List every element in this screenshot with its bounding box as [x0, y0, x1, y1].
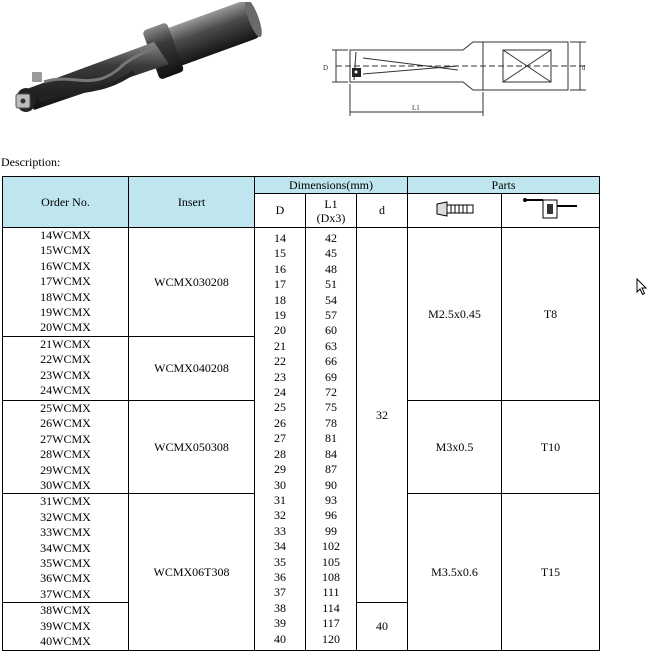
screw-icon [433, 198, 477, 220]
description-label: Description: [1, 155, 61, 169]
D-value: 20 [274, 323, 286, 338]
order-number: 38WCMX [40, 603, 91, 618]
order-group-4 [3, 494, 129, 603]
D-value: 37 [274, 585, 286, 600]
order-group-5 [3, 603, 129, 651]
drill-photo [4, 2, 266, 120]
order-number: 18WCMX [40, 289, 91, 304]
header-order-no: Order No. [3, 177, 129, 228]
L1-value: 81 [325, 431, 337, 446]
order-number: 27WCMX [40, 431, 91, 446]
screw-value-2: M3x0.5 [408, 401, 502, 494]
header-parts: Parts [408, 177, 600, 194]
L1-value: 99 [325, 523, 337, 538]
screw-icon-cell [408, 194, 502, 228]
L1-value: 54 [325, 292, 337, 307]
order-number: 23WCMX [40, 367, 91, 382]
key-value-3: T15 [502, 494, 600, 651]
D-value: 25 [274, 400, 286, 415]
L1-value: 63 [325, 338, 337, 353]
order-number: 32WCMX [40, 509, 91, 524]
order-number: 19WCMX [40, 305, 91, 320]
order-number: 34WCMX [40, 540, 91, 555]
L1-value: 66 [325, 354, 337, 369]
key-value-2: T10 [502, 401, 600, 494]
order-number: 40WCMX [40, 634, 91, 649]
L1-value: 57 [325, 308, 337, 323]
torx-key-icon [521, 196, 581, 222]
D-value: 32 [274, 508, 286, 523]
order-number: 26WCMX [40, 416, 91, 431]
L1-value: 114 [322, 600, 340, 615]
L1-value: 96 [325, 508, 337, 523]
order-number: 21WCMX [40, 337, 91, 351]
D-value: 35 [274, 554, 286, 569]
order-number: 14WCMX [40, 228, 91, 242]
insert-cell-4: WCMX06T308 [129, 494, 255, 651]
L1-value: 69 [325, 369, 337, 384]
D-value: 18 [274, 292, 286, 307]
order-number: 20WCMX [40, 320, 91, 335]
order-group-1 [3, 228, 129, 337]
drawing-label-D: D [323, 64, 329, 72]
L1-value: 120 [322, 631, 340, 646]
L1-value: 84 [325, 446, 337, 461]
screw-value-3: M3.5x0.6 [408, 494, 502, 651]
L1-value: 75 [325, 400, 337, 415]
order-number: 25WCMX [40, 401, 91, 415]
key-value-1: T8 [502, 228, 600, 401]
L1-value: 102 [322, 539, 340, 554]
D-value: 31 [274, 492, 286, 507]
L1-value: 60 [325, 323, 337, 338]
order-number: 31WCMX [40, 494, 91, 509]
header-insert: Insert [129, 177, 255, 228]
d-value-lower: 40 [357, 603, 408, 651]
order-group-3 [3, 401, 129, 494]
D-value: 29 [274, 462, 286, 477]
order-number: 22WCMX [40, 352, 91, 367]
L1-value: 51 [325, 277, 337, 292]
order-number: 30WCMX [40, 478, 91, 493]
D-value: 14 [274, 231, 286, 245]
L1-value: 78 [325, 415, 337, 430]
D-column [255, 228, 306, 651]
d-value-upper: 32 [357, 228, 408, 603]
order-number: 39WCMX [40, 618, 91, 633]
D-value: 23 [274, 369, 286, 384]
L1-value: 117 [322, 616, 340, 631]
D-value: 19 [274, 308, 286, 323]
L1-value: 48 [325, 261, 337, 276]
L1-value: 87 [325, 462, 337, 477]
D-value: 38 [274, 600, 286, 615]
order-number: 16WCMX [40, 258, 91, 273]
order-number: 15WCMX [40, 243, 91, 258]
D-value: 30 [274, 477, 286, 492]
screw-value-1: M2.5x0.45 [408, 228, 502, 401]
order-number: 37WCMX [40, 586, 91, 601]
header-d: d [357, 194, 408, 228]
order-number: 29WCMX [40, 462, 91, 477]
D-value: 21 [274, 338, 286, 353]
header-dimensions: Dimensions(mm) [255, 177, 408, 194]
D-value: 36 [274, 569, 286, 584]
D-value: 40 [274, 631, 286, 646]
D-value: 16 [274, 261, 286, 276]
order-number: 24WCMX [40, 383, 91, 398]
header-L1-sub: (Dx3) [316, 210, 346, 225]
order-number: 36WCMX [40, 571, 91, 586]
technical-drawing [318, 36, 590, 120]
D-value: 22 [274, 354, 286, 369]
mouse-cursor-icon [636, 278, 648, 296]
D-value: 17 [274, 277, 286, 292]
L1-value: 93 [325, 492, 337, 507]
L1-value: 108 [322, 569, 340, 584]
D-value: 34 [274, 539, 286, 554]
insert-cell-1: WCMX030208 [129, 228, 255, 337]
spec-table [2, 176, 600, 651]
D-value: 27 [274, 431, 286, 446]
insert-cell-3: WCMX050308 [129, 401, 255, 494]
D-value: 26 [274, 415, 286, 430]
order-group-2 [3, 337, 129, 401]
insert-cell-2: WCMX040208 [129, 337, 255, 401]
L1-value: 105 [322, 554, 340, 569]
D-value: 15 [274, 246, 286, 261]
L1-value: 72 [325, 385, 337, 400]
drawing-label-L1: L1 [412, 104, 420, 112]
L1-value: 42 [325, 231, 337, 245]
key-icon-cell [502, 194, 600, 228]
L1-column [306, 228, 357, 651]
order-number: 33WCMX [40, 525, 91, 540]
order-number: 17WCMX [40, 274, 91, 289]
drawing-label-d: d [582, 64, 586, 72]
header-L1 [306, 194, 357, 228]
D-value: 39 [274, 616, 286, 631]
D-value: 28 [274, 446, 286, 461]
D-value: 33 [274, 523, 286, 538]
L1-value: 45 [325, 246, 337, 261]
L1-value: 111 [322, 585, 340, 600]
header-D: D [255, 194, 306, 228]
order-number: 35WCMX [40, 556, 91, 571]
order-number: 28WCMX [40, 447, 91, 462]
header-L1-label: L1 [324, 196, 338, 211]
L1-value: 90 [325, 477, 337, 492]
D-value: 24 [274, 385, 286, 400]
